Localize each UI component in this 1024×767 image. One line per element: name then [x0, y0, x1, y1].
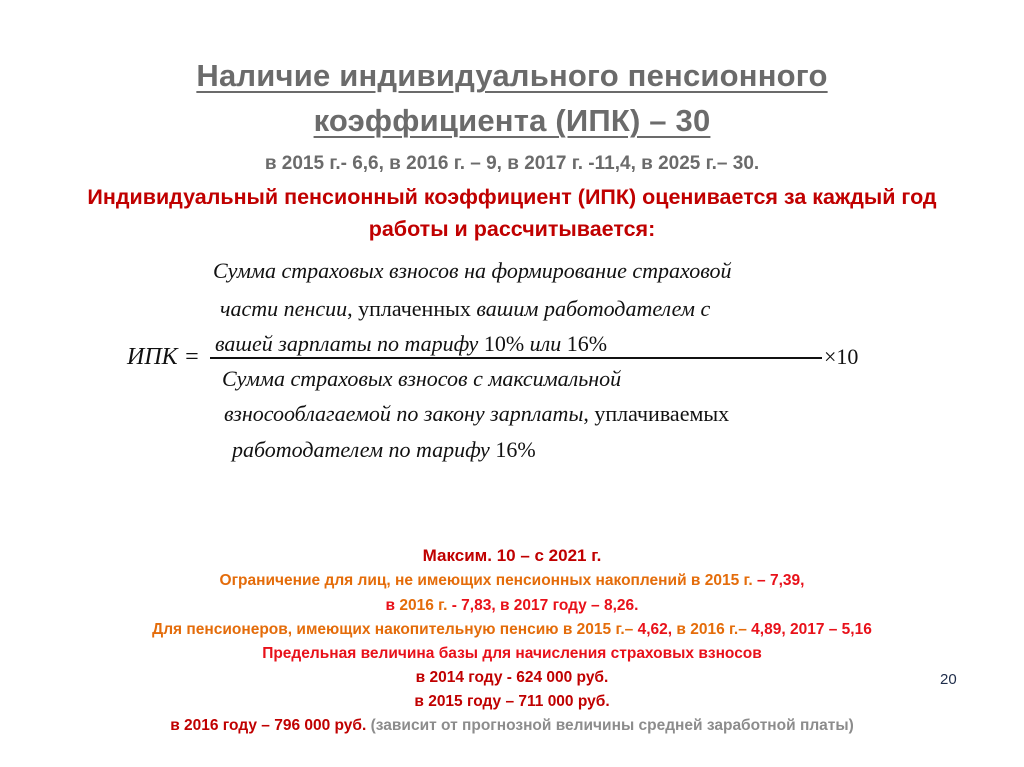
slide-page-number: 20: [940, 671, 957, 688]
limit-value: – 7,39,: [757, 572, 805, 589]
denominator-text: работодателем по тарифу: [232, 437, 496, 462]
limit-text: в: [385, 597, 400, 614]
denominator-line-3: [232, 437, 536, 463]
limit-text: Ограничение для лиц, не имеющих пенсионных накоплений в 2015 г.: [219, 572, 758, 589]
denominator-rate: 16%: [495, 437, 536, 462]
pensioners-text: в 2016 г.–: [672, 621, 752, 638]
base-2016-note: (зависит от прогнозной величины средней заработной платы): [366, 717, 854, 734]
limit-value: - 7,83, в 2017 году – 8,26.: [447, 597, 639, 614]
max-coefficient-note: Максим. 10 – с 2021 г.: [422, 546, 602, 565]
contribution-base-title: Предельная величина базы для начисления страховых взносов: [262, 645, 762, 662]
pensioners-value: 4,62,: [637, 621, 673, 638]
limit-pensioners-line: [0, 621, 1024, 639]
contribution-base-2016: [0, 717, 1024, 735]
limit-no-savings-line-1: [0, 572, 1024, 590]
base-2016-value: в 2016 году – 796 000 руб.: [170, 717, 367, 734]
numerator-text: части пенсии: [220, 296, 348, 321]
numerator-text: или: [524, 331, 567, 356]
denominator-text: взносооблагаемой по закону зарплаты: [224, 401, 584, 426]
definition-heading-line-2: работы и рассчитывается:: [368, 217, 656, 241]
pensioners-value: 4,89, 2017 – 5,16: [751, 621, 872, 638]
numerator-line-2: [220, 296, 710, 322]
numerator-text: вашим работодателем с: [476, 296, 711, 321]
contribution-base-2014: в 2014 году - 624 000 руб.: [415, 669, 609, 686]
ipk-yearly-values: в 2015 г.- 6,6, в 2016 г. – 9, в 2017 г. -11,4, в 2025 г.– 30.: [264, 153, 760, 174]
pensioners-text: Для пенсионеров, имеющих накопительную пенсию в 2015 г.–: [152, 621, 638, 638]
denominator-text: , уплачиваемых: [583, 401, 730, 426]
numerator-line-1: Сумма страховых взносов на формирование страховой: [213, 258, 732, 283]
numerator-rate: 10%: [483, 331, 525, 356]
limit-no-savings-line-2: [0, 597, 1024, 615]
limit-year: 2016 г.: [399, 597, 448, 614]
definition-heading-line-1: Индивидуальный пенсионный коэффициент (ИПК) оценивается за каждый год: [87, 185, 937, 209]
fraction-bar: [210, 357, 822, 359]
slide-title-line-1: Наличие индивидуального пенсионного: [196, 58, 828, 93]
denominator-line-2: [224, 401, 729, 427]
formula-multiplier: ×10: [824, 344, 859, 369]
denominator-line-1: Сумма страховых взносов с максимальной: [222, 366, 622, 391]
numerator-text: вашей зарплаты по тарифу: [215, 331, 484, 356]
contribution-base-2015: в 2015 году – 711 000 руб.: [414, 693, 610, 710]
formula-lhs: ИПК =: [127, 344, 200, 370]
slide-title-line-2: коэффициента (ИПК) – 30: [313, 103, 711, 138]
numerator-line-3: [215, 331, 607, 357]
numerator-rate: 16%: [566, 331, 608, 356]
numerator-text: , уплаченных: [347, 296, 477, 321]
